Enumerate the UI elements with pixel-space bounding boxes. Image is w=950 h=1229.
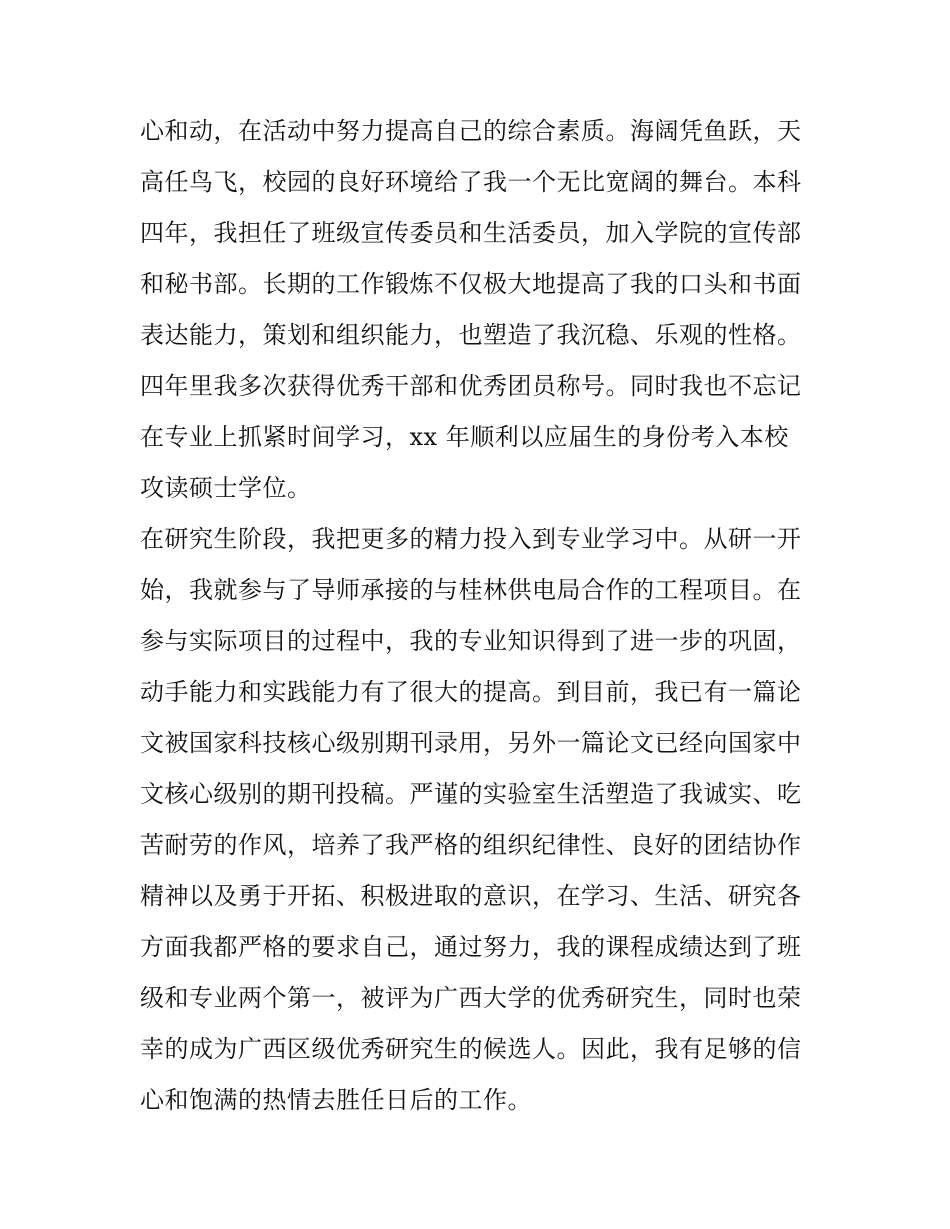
text-line: 幸的成为广西区级优秀研究生的候选人。因此，我有足够的信: [140, 1035, 802, 1063]
text-line: 和秘书部。长期的工作锻炼不仅极大地提高了我的口头和书面: [140, 270, 802, 298]
body-text: [140, 106, 840, 1126]
text-line: 级和专业两个第一，被评为广西大学的优秀研究生，同时也荣: [140, 984, 802, 1012]
text-line: 苦耐劳的作风，培养了我严格的组织纪律性、良好的团结协作: [140, 831, 802, 859]
text-line: 表达能力，策划和组织能力，也塑造了我沉稳、乐观的性格。: [140, 321, 802, 349]
text-line: 文被国家科技核心级别期刊录用，另外一篇论文已经向国家中: [140, 729, 802, 757]
text-line: 心和饱满的热情去胜任日后的工作。: [140, 1086, 532, 1114]
text-line: 在专业上抓紧时间学习，xx 年顺利以应届生的身份考入本校: [140, 423, 789, 451]
paragraph-2: [140, 514, 840, 1126]
text-line: 高任鸟飞，校园的良好环境给了我一个无比宽阔的舞台。本科: [140, 168, 802, 196]
text-line: 动手能力和实践能力有了很大的提高。到目前，我已有一篇论: [140, 678, 802, 706]
text-line: 文核心级别的期刊投稿。严谨的实验室生活塑造了我诚实、吃: [140, 780, 802, 808]
text-line: 参与实际项目的过程中，我的专业知识得到了进一步的巩固，: [140, 627, 802, 655]
text-line: 心和动，在活动中努力提高自己的综合素质。海阔凭鱼跃，天: [140, 117, 802, 145]
paragraph-1: [140, 106, 840, 514]
text-line: 四年里我多次获得优秀干部和优秀团员称号。同时我也不忘记: [140, 372, 802, 400]
text-line: 精神以及勇于开拓、积极进取的意识，在学习、生活、研究各: [140, 882, 802, 910]
text-line: 攻读硕士学位。: [140, 474, 312, 502]
text-line: 在研究生阶段，我把更多的精力投入到专业学习中。从研一开: [140, 525, 802, 553]
text-line: 方面我都严格的要求自己，通过努力，我的课程成绩达到了班: [140, 933, 802, 961]
text-line: 四年，我担任了班级宣传委员和生活委员，加入学院的宣传部: [140, 219, 802, 247]
text-line: 始，我就参与了导师承接的与桂林供电局合作的工程项目。在: [140, 576, 802, 604]
